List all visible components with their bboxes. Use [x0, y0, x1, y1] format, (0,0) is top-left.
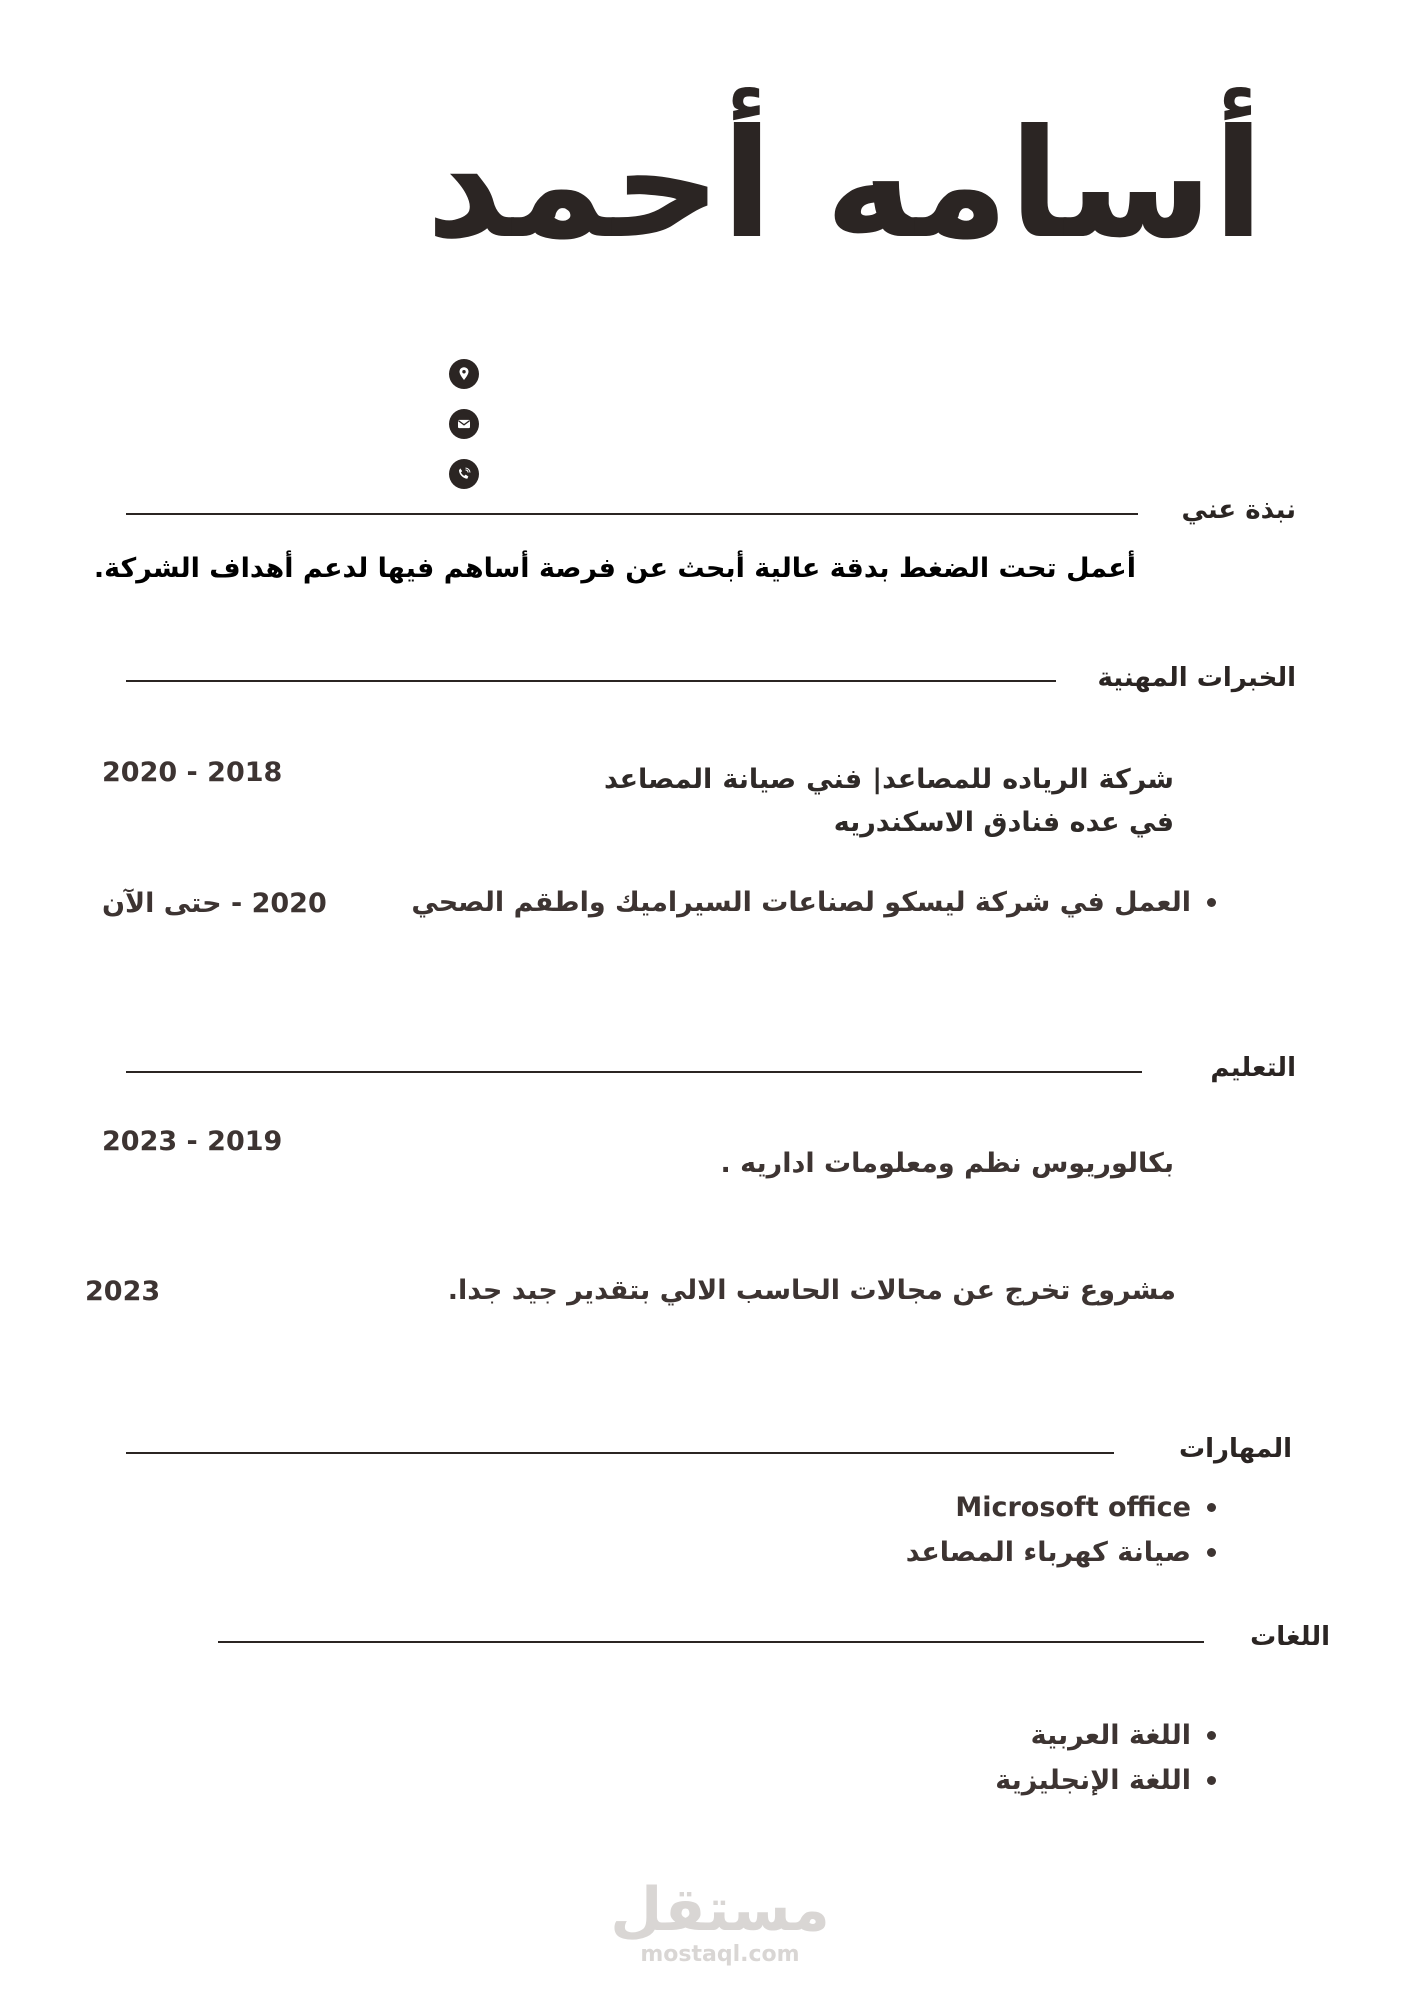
languages-divider: [218, 1641, 1204, 1643]
skill-label: صيانة كهرباء المصاعد: [905, 1537, 1191, 1568]
experience-list-item: [411, 887, 1216, 918]
about-divider: [126, 513, 1138, 515]
watermark-logo: مستقل: [610, 1875, 830, 1945]
skills-heading: المهارات: [1178, 1434, 1292, 1464]
education-heading: التعليم: [1210, 1053, 1296, 1083]
skills-divider: [126, 1452, 1114, 1454]
education-item-date: 2019 - 2023: [102, 1126, 283, 1157]
envelope-icon: [449, 409, 479, 439]
education-item-title: مشروع تخرج عن مجالات الحاسب الالي بتقدير جيد جدا.: [447, 1275, 1176, 1306]
experience-item-date: 2018 - 2020: [102, 757, 283, 788]
skill-list-item: [955, 1492, 1216, 1523]
bullet-icon: [1207, 1548, 1216, 1557]
bullet-icon: [1207, 1503, 1216, 1512]
bullet-icon: [1207, 898, 1216, 907]
language-label: اللغة الإنجليزية: [995, 1765, 1191, 1796]
watermark: [600, 1875, 840, 1967]
experience-item-date: 2020 - حتى الآن: [102, 888, 327, 919]
languages-heading: اللغات: [1250, 1622, 1330, 1652]
bullet-icon: [1207, 1776, 1216, 1785]
experience-item-title: العمل في شركة ليسكو لصناعات السيراميك واطقم الصحي: [411, 887, 1191, 918]
skill-label: Microsoft office: [955, 1492, 1191, 1523]
phone-icon: [449, 459, 479, 489]
about-text: أعمل تحت الضغط بدقة عالية أبحث عن فرصة أساهم فيها لدعم أهداف الشركة.: [93, 553, 1136, 584]
bullet-icon: [1207, 1731, 1216, 1740]
candidate-name: أسامه أحمد: [425, 98, 1264, 272]
experience-item-title: شركة الرياده للمصاعد| فني صيانة المصاعد في عده فنادق الاسكندريه: [604, 764, 1174, 838]
language-list-item: [1031, 1720, 1216, 1751]
experience-heading: الخبرات المهنية: [1097, 663, 1296, 693]
experience-divider: [126, 680, 1056, 682]
watermark-url: mostaql.com: [640, 1942, 800, 1967]
education-item-title: بكالوريوس نظم ومعلومات اداريه .: [720, 1148, 1174, 1179]
language-label: اللغة العربية: [1030, 1720, 1191, 1751]
about-heading: نبذة عني: [1181, 495, 1296, 525]
education-item-date: 2023: [85, 1276, 161, 1307]
skill-list-item: [906, 1537, 1216, 1568]
language-list-item: [995, 1765, 1216, 1796]
location-pin-icon: [449, 359, 479, 389]
education-divider: [126, 1071, 1142, 1073]
